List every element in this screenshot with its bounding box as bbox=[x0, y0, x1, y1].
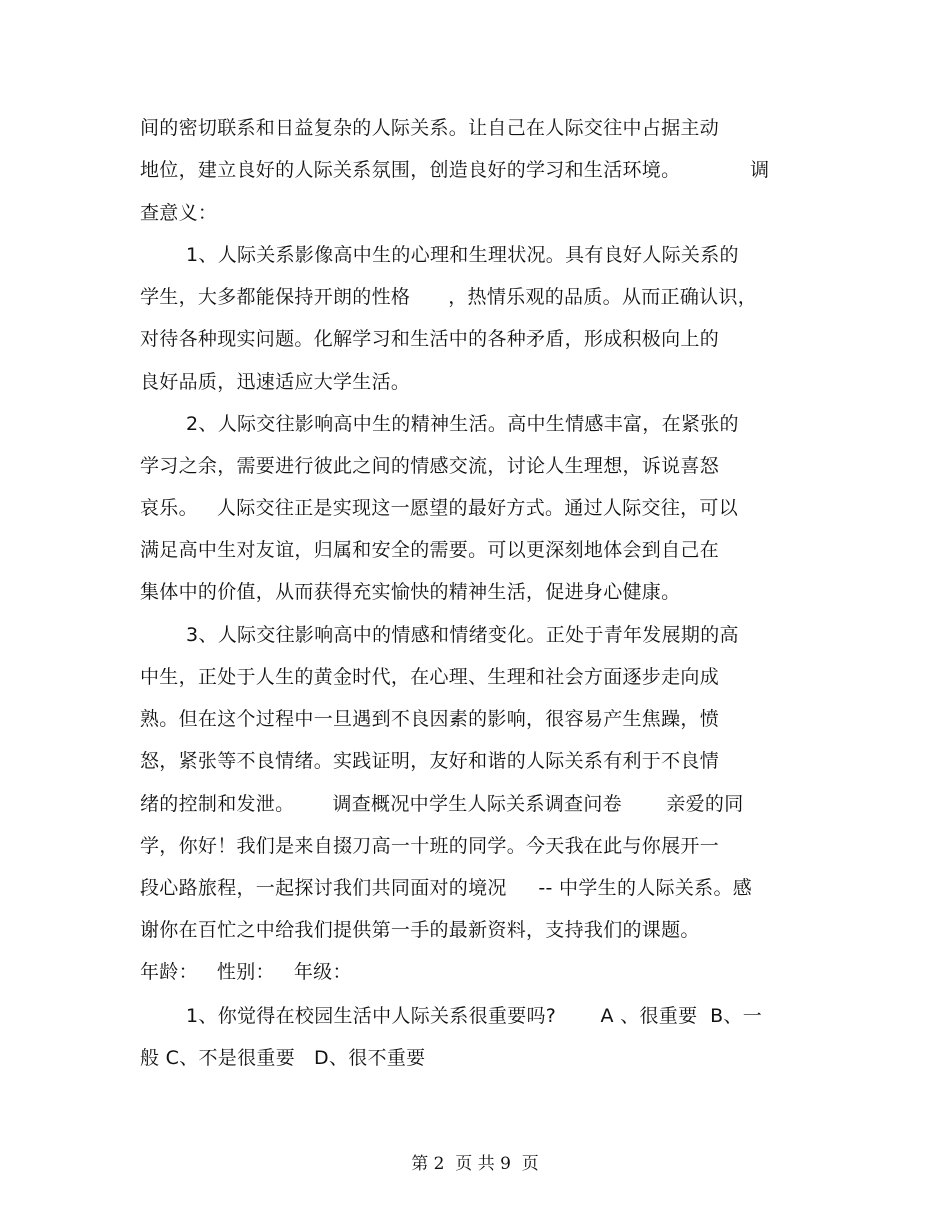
text-line: 查意义： bbox=[140, 202, 218, 224]
text-line: 良好品质，迅速适应大学生活。 bbox=[140, 371, 411, 393]
text-line: 集体中的价值，从而获得充实愉快的精神生活，促进身心健康。 bbox=[140, 581, 681, 603]
text-line: 间的密切联系和日益复杂的人际关系。让自己在人际交往中占据主动 bbox=[140, 117, 720, 139]
text-line: 1、人际关系影像高中生的心理和生理状况。具有良好人际关系的 bbox=[186, 244, 739, 266]
text-line: 1、你觉得在校园生活中人际关系很重要吗? A 、很重要 B、一 bbox=[186, 1005, 763, 1027]
text-line: 对待各种现实问题。化解学习和生活中的各种矛盾，形成积极向上的 bbox=[140, 328, 720, 350]
text-line: 2、人际交往影响高中生的精神生活。高中生情感丰富，在紧张的 bbox=[186, 413, 739, 435]
text-line: 学习之余，需要进行彼此之间的情感交流，讨论人生理想，诉说喜怒 bbox=[140, 455, 720, 477]
page-number-footer: 第 2 页 共 9 页 bbox=[411, 1154, 539, 1174]
text-line: 熟。但在这个过程中一旦遇到不良因素的影响，很容易产生焦躁，愤 bbox=[140, 708, 720, 730]
text-line: 般 C、不是很重要 D、很不重要 bbox=[140, 1047, 426, 1069]
text-line: 哀乐。 人际交往正是实现这一愿望的最好方式。通过人际交往，可以 bbox=[140, 497, 739, 519]
text-line: 中生，正处于人生的黄金时代，在心理、生理和社会方面逐步走向成 bbox=[140, 666, 720, 688]
text-line: 学，你好！我们是来自掇刀高一十班的同学。今天我在此与你展开一 bbox=[140, 835, 720, 857]
text-line: 学生，大多都能保持开朗的性格 ，热情乐观的品质。从而正确认识， bbox=[140, 286, 758, 308]
text-line: 3、人际交往影响高中的情感和情绪变化。正处于青年发展期的高 bbox=[186, 624, 739, 646]
text-line: 怒，紧张等不良情绪。实践证明，友好和谐的人际关系有利于不良情 bbox=[140, 750, 720, 772]
text-line: 年龄： 性别： 年级： bbox=[140, 961, 352, 983]
text-line: 段心路旅程，一起探讨我们共同面对的境况 -- 中学生的人际关系。感 bbox=[140, 877, 753, 899]
text-line: 地位，建立良好的人际关系氛围，创造良好的学习和生活环境。 调 bbox=[140, 159, 770, 181]
text-line: 绪的控制和发泄。 调查概况中学生人际关系调查问卷 亲爱的同 bbox=[140, 793, 744, 815]
text-line: 谢你在百忙之中给我们提供第一手的最新资料，支持我们的课题。 bbox=[140, 919, 700, 941]
text-line: 满足高中生对友谊，归属和安全的需要。可以更深刻地体会到自己在 bbox=[140, 539, 720, 561]
